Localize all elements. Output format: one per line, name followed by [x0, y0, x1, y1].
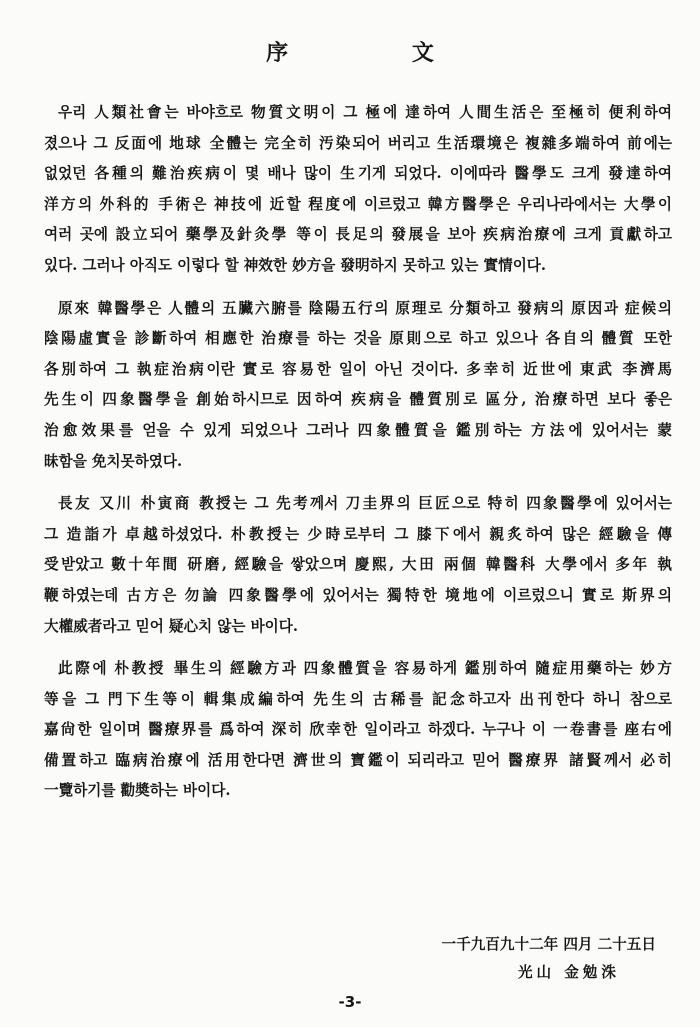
text-line: 長友 又川 朴寅商 教授는 그 先考께서 刀圭界의 巨匠으로 特히 四象醫學에 있어서는 — [58, 495, 672, 513]
text-line: 여러 곳에 設立되어 藥學及針灸學 等이 長足의 發展을 보아 疾病治療에 크게 貢獻하고 — [44, 226, 672, 244]
text-line: 等을 그 門下生等이 輯集成編하여 先生의 古稀를 記念하고자 出刊한다 하니 참으로 — [44, 690, 672, 708]
text-line: 各別하여 그 執症治病이란 實로 容易한 일이 아닌 것이다. 多幸히 近世에 東武 李濟馬 — [44, 360, 672, 378]
text-line: 洋方의 外科的 手術은 神技에 近할 程度에 이르렀고 韓方醫學은 우리나라에서는 大學이 — [44, 195, 672, 213]
text-line: 졌으나 그 反面에 地球 全體는 完全히 汚染되어 버리고 生活環境은 複雜多端하여 前에는 — [44, 134, 672, 152]
page-number: -3- — [338, 993, 362, 1011]
text-line: 陰陽虛實을 診斷하여 相應한 治療를 하는 것을 原則으로 하고 있으나 各自의 體質 또한 — [44, 330, 672, 348]
text-line: 備置하고 臨病治療에 活用한다면 濟世의 寶鑑이 되리라고 믿어 醫療界 諸賢께서 必히 — [44, 751, 672, 769]
paragraph-2 — [44, 294, 672, 478]
text-line: 此際에 朴教授 畢生의 經驗方과 四象體質을 容易하게 鑑別하여 隨症用藥하는 妙方 — [58, 660, 672, 678]
text-line: 治愈效果를 얻을 수 있게 되었으나 그러나 四象體質을 鑑別하는 方法에 있어서는 蒙 — [44, 421, 672, 439]
text-line: 嘉尙한 일이며 醫療界를 爲하여 深히 欣幸한 일이라고 하겠다. 누구나 이 一卷書를 座右에 — [44, 721, 672, 739]
text-line: 受받았고 數十年間 研磨, 經驗을 쌓았으며 慶熙, 大田 兩個 韓醫科 大學에서 多年 執 — [44, 556, 672, 574]
body-text — [44, 98, 672, 807]
text-line: 있다. 그러나 아직도 이렇다 할 神效한 妙方을 發明하지 못하고 있는 實情이다. — [44, 256, 546, 274]
text-line: 鞭하였는데 古方은 勿論 四象醫學에 있어서는 獨特한 境地에 이르렀으니 實로 斯界의 — [44, 586, 672, 604]
text-line: 昧함을 免치못하였다. — [44, 452, 183, 470]
document-date: 一千九百九十二年 四月 二十五日 — [441, 936, 656, 953]
paragraph-1 — [44, 98, 672, 282]
paragraph-4 — [44, 654, 672, 807]
text-line: 大權威者라고 믿어 疑心치 않는 바이다. — [44, 617, 298, 635]
text-line: 없었던 各種의 難治疾病이 몇 배나 많이 生기게 되었다. 이에따라 醫學도 크게 發達하여 — [44, 165, 672, 183]
document-title: 序 文 — [266, 40, 492, 66]
text-line: 우리 人類社會는 바야흐로 物質文明이 그 極에 達하여 人間生活은 至極히 便利하여 — [58, 104, 672, 121]
text-line: 一覽하기를 勸奬하는 바이다. — [44, 782, 231, 800]
text-line: 先生이 四象醫學을 創始하시므로 因하여 疾病을 體質別로 區分, 治療하면 보다 좋은 — [44, 391, 672, 409]
paragraph-3 — [44, 489, 672, 642]
document-author: 光山 金勉洙 — [517, 964, 620, 981]
text-line: 原來 韓醫學은 人體의 五臟六腑를 陰陽五行의 原理로 分類하고 發病의 原因과 症候의 — [58, 299, 672, 317]
text-line: 그 造詣가 卓越하셨었다. 朴教授는 少時로부터 그 膝下에서 親炙하여 많은 經驗을 傳 — [44, 525, 672, 543]
